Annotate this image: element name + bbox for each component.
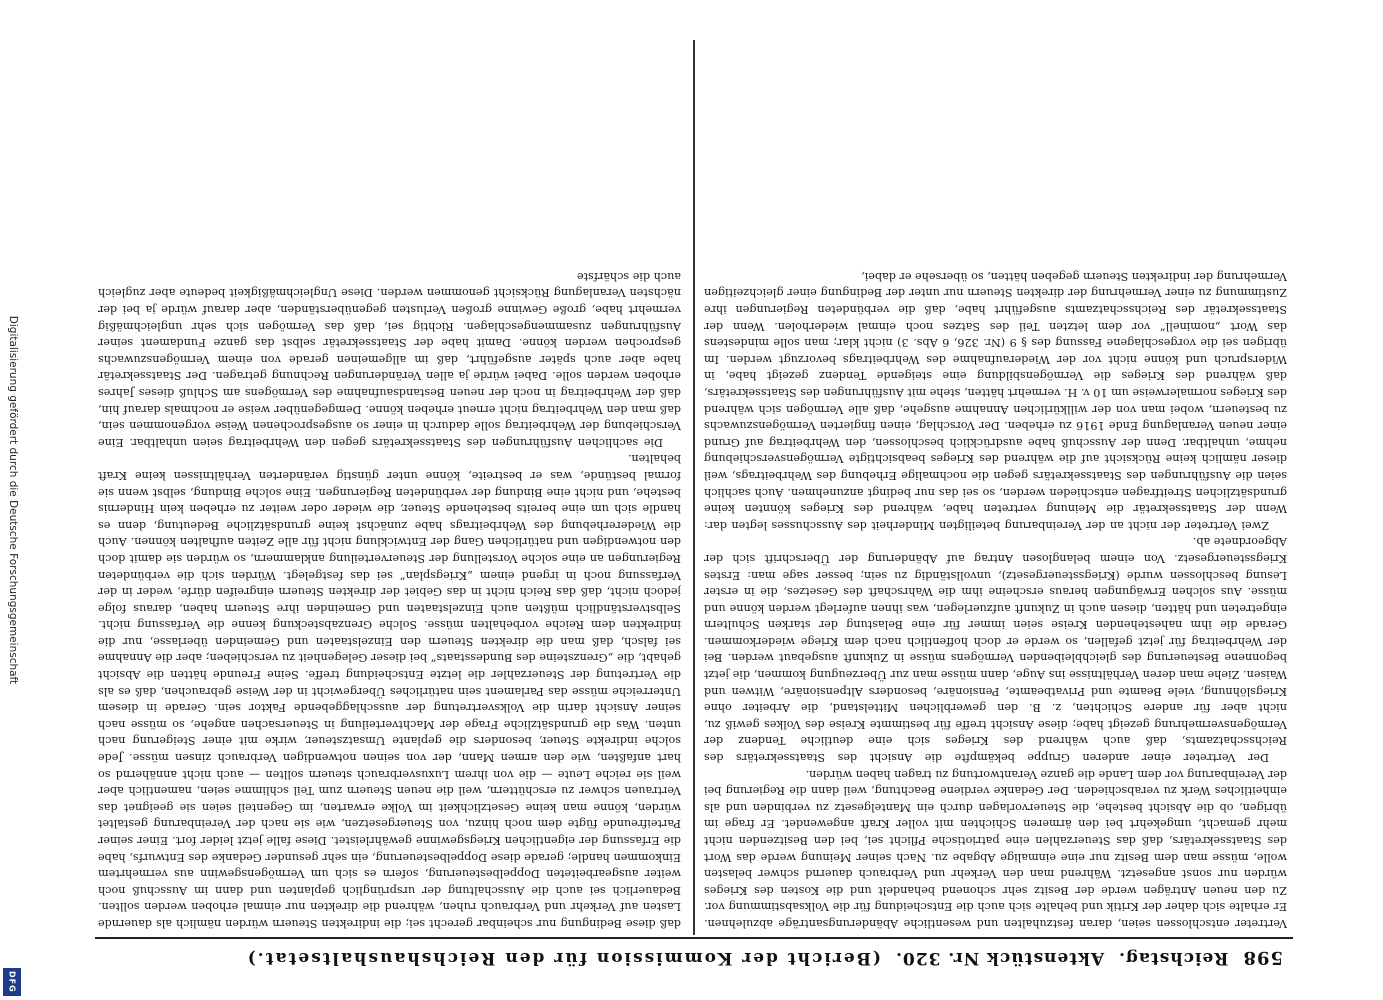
page-header [95,941,1293,975]
header-title: (Bericht der Kommission für den Reichshaushaltsetat.) [245,948,882,968]
page-number: 598 [1242,947,1283,969]
left-paragraph-1: Vertreter entschlossen seien, daran festzuhalten und wesentliche Abänderungsanträge abzulehnen. Er erhalte sich daher der Kritik und behalte sich auch die Entscheidung für die Volksabstimmung vor. Zu den neuen Anträgen werde der Besitz sehr schonend behandelt und die Kosten des Krieges würden nur sonst angesetzt. Während man den Verkehr und Verbrauch dauernd schwer belasten wolle, müsse man dem Besitz nur eine einmalige Abgabe zu. Nach seiner Meinung werde das Wort des Staatssekretärs, daß das Steuerzahlen eine patriotische Pflicht sei, bei den Besitzenden nicht mehr gemacht, umgekehrt bei den ärmeren Schichten mit voller Kraft angewendet. Er frage im übrigen, ob die Absicht bestehe, die Steuervorlagen durch ein Mantelgesetz zu verbinden und als einheitliches Werk zu verabschieden. Der Gedanke verdiene Beachtung, weil dann die Regierung bei der Vereinbarung vor dem Lande die ganze Verantwortung zu tragen haben würden. [704,767,1287,930]
header-doc-ref: Aktenstück Nr. 320. [895,948,1105,968]
page-rotated [95,40,1293,975]
left-paragraph-3: Zwei Vertreter der nicht an der Vereinbarung beteiligten Minderheit des Ausschusses legten dar: Wenn der Staatssekretär die Meinung vertreten habe, während des Krieges könnten keine grundsätzlichen Streitfragen entschieden werden, so sei das nur bedingt anzunehmen. Auch sachlich seien die Ausführungen des Staatssekretärs gegen die nochmalige Erhebung des Wehrbeitrags, weil dieser nämlich keine Rücksicht auf die während des Krieges beabsichtigte Vermögensverschiebung nehme, unhaltbar. Denn der Ausschuß habe ausdrücklich beschlossen, den Wehrbeitrag auf Grund einer neuen Veranlagung Ende 1916 zu erheben. Der Vorschlag, einen fingierten Vermögenszuwachs zu besteuern, wobei man von der willkürlichen Annahme ausgehe, daß alle Vermögen sich während des Krieges normalerweise um 10 v. H. vermehrt hätten, stehe mit Ausführungen des Staatssekretärs, daß während des Krieges die Vermögensbildung eine steigende Tendenz gezeigt habe, in Widerspruch und könne nicht vor der Wiederaufnahme des Wehrbeitrags bevorzugt werden. Im übrigen sei die vorgeschlagene Fassung des § 9 (Nr. 326, 6 Abs. 3) nicht klar; man solle mindestens das Wort „nominell“ vor dem letzten Teil des Satzes noch einmal wiederholen. Wenn der Staatssekretär des Reichsschatzamts ausgeführt habe, daß die verbündeten Regierungen ihre Zustimmung zu einer Vermehrung der direkten Steuern nur unter der Bedingung einer gleichzeitigen Vermehrung der indirekten Steuern gegeben hätten, so übersehe er dabei, [704,269,1287,532]
header-section: Reichstag. [1118,948,1229,968]
left-column [704,41,1287,931]
dfg-logo: DFG [3,968,21,996]
digitization-credit [2,0,24,1000]
right-paragraph-2: Die sachlichen Ausführungen des Staatssekretärs gegen den Wehrbeitrag seien unhaltbar. Eine Verschiebung der Wehrbeitrag solle dadurch in einer so ausgesprochenen Weise vorgenommen sein, daß man den Wehrbeitrag nicht erneut erheben könne. Demgegenüber weise er nochmals darauf hin, daß der Wehrbeitrag in noch der neuen Bestandsaufnahme des Vermögens am Schluß dieses Jahres erhoben werden solle. Dabei würde ja allen Veränderungen Rechnung getragen. Der Staatssekretär habe aber auch später ausgeführt, daß im allgemeinen gerade von einem Vermögenszuwachs gesprochen werden könne. Damit habe der Staatssekretär selbst das ganze Fundament seiner Ausführungen zusammengeschlagen. Richtig sei, daß das Vermögen sich sehr ungleichmäßig vermehrt habe, große Gewinne großen Verlusten gegenüberständen, aber darauf würde ja bei der nächsten Veranlagung Rücksicht genommen werden. Diese Ungleichmäßigkeit bedeute aber zugleich auch die schärfste [98,269,681,449]
left-paragraph-2: Der Vertreter einer anderen Gruppe bekämpfte die Ansicht des Staatssekretärs des Reichsschatzamts, daß auch während des Krieges sich eine deutliche Tendenz der Vermögensvermehrung gezeigt habe; diese Ansicht treffe für bestimmte Kreise des Volkes gewiß zu, nicht aber für andere Schichten, z. B. den gewerblichen Mittelstand, die Arbeiter ohne Kriegslöhnung, viele Beamte und Privatbeamte, Pensionäre, besonders Altpensionäre, Witwen und Waisen. Ziehe man deren Verhältnisse ins Auge, dann müsse man zur Überzeugung kommen, die jetzt begonnene Besteuerung des gleichbleibenden Vermögens müsse in Zukunft ausgebaut werden. Bei der Wehrbeitrag für jetzt gefallen, so werde er doch hoffentlich nach dem Kriege wiederkommen. Gerade die ihm nahestehenden Kreise seien immer für eine Belastung der starken Schultern eingetreten und hätten, diesen auch in Zukunft aufzuerlegen, was ihnen auferlegt werden könne und müsse. Aus solchen Erwägungen heraus erscheine ihm die Wahrschaft des Gesetzes, die in erster Lesung beschlossen wurde (Kriegssteuergesetz), unvollständig zu sein; besser sage man: Erstes Kriegssteuergesetz. Von einem belanglosen Antrag auf Abänderung der Überschrift sich der Abgeordnete ab. [704,535,1287,765]
header-rule [95,937,1293,939]
credit-text: Digitalisierung gefördert durch die Deutsche Forschungsgemeinschaft [7,315,19,685]
column-divider [694,40,696,935]
scanned-page [95,40,1293,975]
right-paragraph-1: daß diese Bedingung nur scheinbar gerecht sei; die indirekten Steuern würden nämlich als dauernde Lasten auf Verkehr und Verbrauch ruhen, während die direkten nur einmal erhoben werden sollten. Bedauerlich sei auch die Ausschaltung der ursprünglich geplanten und dann im Ausschuß noch weiter ausgearbeiteten Doppelbesteuerung, sofern es sich um Vermögensgewinn aus vermehrtem Einkommen handle; gerade diese Doppelbesteuerung, ein sehr gesunder Gedanke des Entwurfs, habe die Erfassung der eigentlichen Kriegsgewinne gewährleistet. Diese falle jetzt leider fort. Einer seiner Parteifreunde fügte dem noch hinzu, von Steuergesetzen, wie sie nach der Vereinbarung gestaltet würden, könne man keine Gesetzlichkeit im Volke erwarten, im Gegenteil seien sie geeignet das Vertrauen schwer zu erschüttern, weil die neuen Steuern zum Teil schlimme seien, namentlich aber weil sie reiche Leute — die von ihrem Luxusverbrauch steuern sollten — auch nicht annähernd so hart anfaßten, wie den armen Mann, der von seinen notwendigen Verbrauch zinsen müsse. Jede solche indirekte Steuer, besonders die geplante Umsatzsteuer, wirke mit einer Steigerung nach unten. Was die grundsätzliche Frage der Machtverteilung in Steuersachen angehe, so müsse nach seiner Ansicht darin die Volksvertretung der ausschlaggebende Faktor sein. Gerade in diesem Unterreiche müsse das Parlament sein natürliches Übergewicht in der Weise gebrauchen, daß es als die Vertretung der Steuerzahler die letzte Entscheidung treffe. Seine Freunde hätten die Absicht gehabt, die „Grenzsteine des Bundesstaats“ bei dieser Gelegenheit zu verschieben; aber die Annahme sei falsch, daß man die direkten Steuern den Einzelstaaten und Gemeinden überlasse, nur die indirekten dem Reiche vorbehalten müsse. Solche Grenzabsteckung kenne die Verfassung nicht. Selbstverständlich müßten auch Einzelstaaten und Gemeinden ihre Steuern haben, daraus folge jedoch nicht, daß das Reich nicht in das Gebiet der direkten Steuern eingreifen dürfe, weder in der Verfassung noch in irgend einem „Kriegsplan“ sei das festgelegt. Würden sich die verbündeten Regierungen an eine solche Vorstellung der Steuerverteilung anklammern, so würden sie damit doch den notwendigen und natürlichen Gang der Entwicklung nicht für alle Zeiten aufhalten können. Auch die Wiedererhebung des Wehrbeitrags habe zunächst keine grundsätzliche Bedeutung, denn es handle sich um eine bereits bestehende Steuer, die wieder oder weiter zu erheben kein Hindernis bestehe, und nicht eine Bindung der verbündeten Regierungen. Eine solche Bindung, selbst wenn sie formal bestünde, was er bestreite, könne unter günstig veränderten Verhältnissen keine Kraft behalten. [98,452,681,930]
right-column [98,41,681,931]
